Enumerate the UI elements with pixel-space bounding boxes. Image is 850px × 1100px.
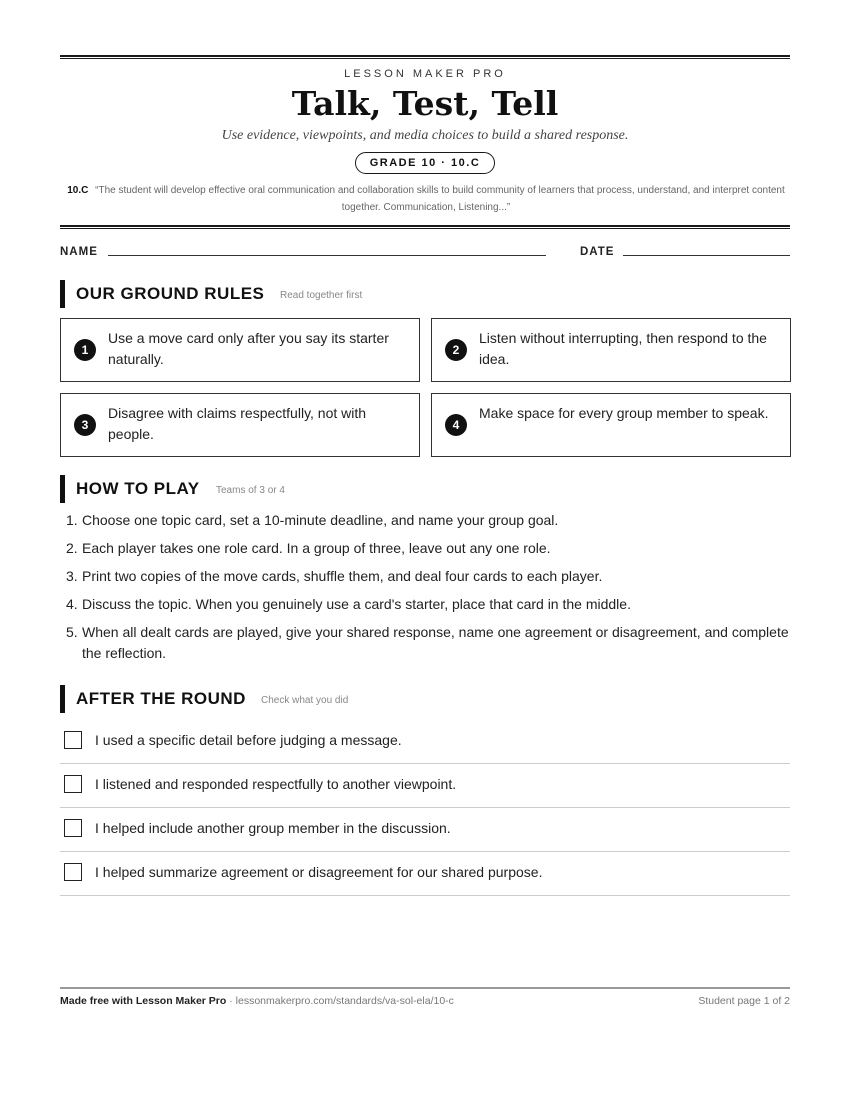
list-item [60, 594, 790, 615]
checklist-text: I listened and responded respectfully to another viewpoint. [95, 776, 457, 792]
rule-text: Disagree with claims respectfully, not with people. [108, 405, 367, 442]
checklist-item [60, 764, 790, 808]
header-bottom-rule [60, 225, 790, 229]
checkbox[interactable] [64, 731, 82, 749]
rule-number-badge: 3 [74, 414, 96, 436]
step-number: 4. [66, 596, 78, 612]
checklist-item [60, 808, 790, 852]
steps-list [60, 510, 790, 671]
footer-separator: · [226, 995, 236, 1007]
ground-rule-card [431, 318, 791, 382]
checklist-item [60, 720, 790, 764]
rule-text: Use a move card only after you say its starter naturally. [108, 330, 389, 367]
ground-rule-card [431, 393, 791, 457]
checkbox[interactable] [64, 775, 82, 793]
standard-text: “The student will develop effective oral communication and collaboration skills to build community of learners that process, understand, and interpret content together. Communication, Listening...” [95, 185, 785, 213]
page-subtitle: Use evidence, viewpoints, and media choices to build a shared response. [221, 128, 629, 143]
standard-description [66, 182, 786, 216]
date-field[interactable] [623, 255, 790, 256]
date-label: DATE [580, 246, 615, 258]
footer-rule [60, 987, 790, 989]
rule-number-badge: 1 [74, 339, 96, 361]
section-subtitle: Check what you did [261, 695, 349, 706]
standard-code: 10.C [67, 185, 89, 196]
rule-number-badge: 2 [445, 339, 467, 361]
footer-url[interactable]: lessonmakerpro.com/standards/va-sol-ela/10-c [235, 995, 454, 1007]
step-number: 3. [66, 568, 78, 584]
checklist-text: I helped summarize agreement or disagreement for our shared purpose. [95, 864, 543, 880]
step-number: 2. [66, 540, 78, 556]
section-bar [60, 475, 65, 503]
rule-text: Make space for every group member to speak. [479, 405, 769, 421]
list-item [60, 538, 790, 559]
checklist-text: I helped include another group member in the discussion. [95, 820, 451, 836]
checklist-text: I used a specific detail before judging a message. [95, 732, 402, 748]
step-text: Choose one topic card, set a 10-minute deadline, and name your group goal. [82, 512, 559, 528]
step-text: Discuss the topic. When you genuinely use a card's starter, place that card in the middle. [82, 596, 631, 612]
section-title: OUR GROUND RULES [76, 284, 265, 303]
section-subtitle: Teams of 3 or 4 [216, 485, 285, 496]
brand-name: LESSON MAKER PRO [344, 68, 506, 80]
footer-credit [60, 995, 454, 1007]
grade-badge-wrap [0, 152, 850, 174]
step-text: When all dealt cards are played, give your shared response, name one agreement or disagreement, and complete the reflection. [82, 624, 789, 661]
section-title: HOW TO PLAY [76, 479, 200, 498]
step-text: Print two copies of the move cards, shuffle them, and deal four cards to each player. [82, 568, 603, 584]
rule-text: Listen without interrupting, then respond to the idea. [479, 330, 767, 367]
section-subtitle: Read together first [280, 290, 363, 301]
checkbox[interactable] [64, 819, 82, 837]
checklist-item [60, 852, 790, 896]
step-number: 1. [66, 512, 78, 528]
footer-made-with: Made free with Lesson Maker Pro [60, 995, 227, 1007]
ground-rule-card [60, 318, 420, 382]
grade-badge: GRADE 10 · 10.C [355, 152, 496, 174]
footer-page-number: Student page 1 of 2 [698, 995, 790, 1007]
step-number: 5. [66, 624, 78, 640]
list-item [60, 566, 790, 587]
name-field[interactable] [108, 255, 546, 256]
section-bar [60, 280, 65, 308]
section-bar [60, 685, 65, 713]
checkbox[interactable] [64, 863, 82, 881]
section-title: AFTER THE ROUND [76, 689, 246, 708]
top-rule [60, 55, 790, 59]
name-date-row [60, 244, 790, 260]
rule-number-badge: 4 [445, 414, 467, 436]
step-text: Each player takes one role card. In a group of three, leave out any one role. [82, 540, 551, 556]
list-item [60, 622, 790, 664]
ground-rule-card [60, 393, 420, 457]
list-item [60, 510, 790, 531]
page-title: Talk, Test, Tell [291, 84, 559, 123]
name-label: NAME [60, 246, 98, 258]
